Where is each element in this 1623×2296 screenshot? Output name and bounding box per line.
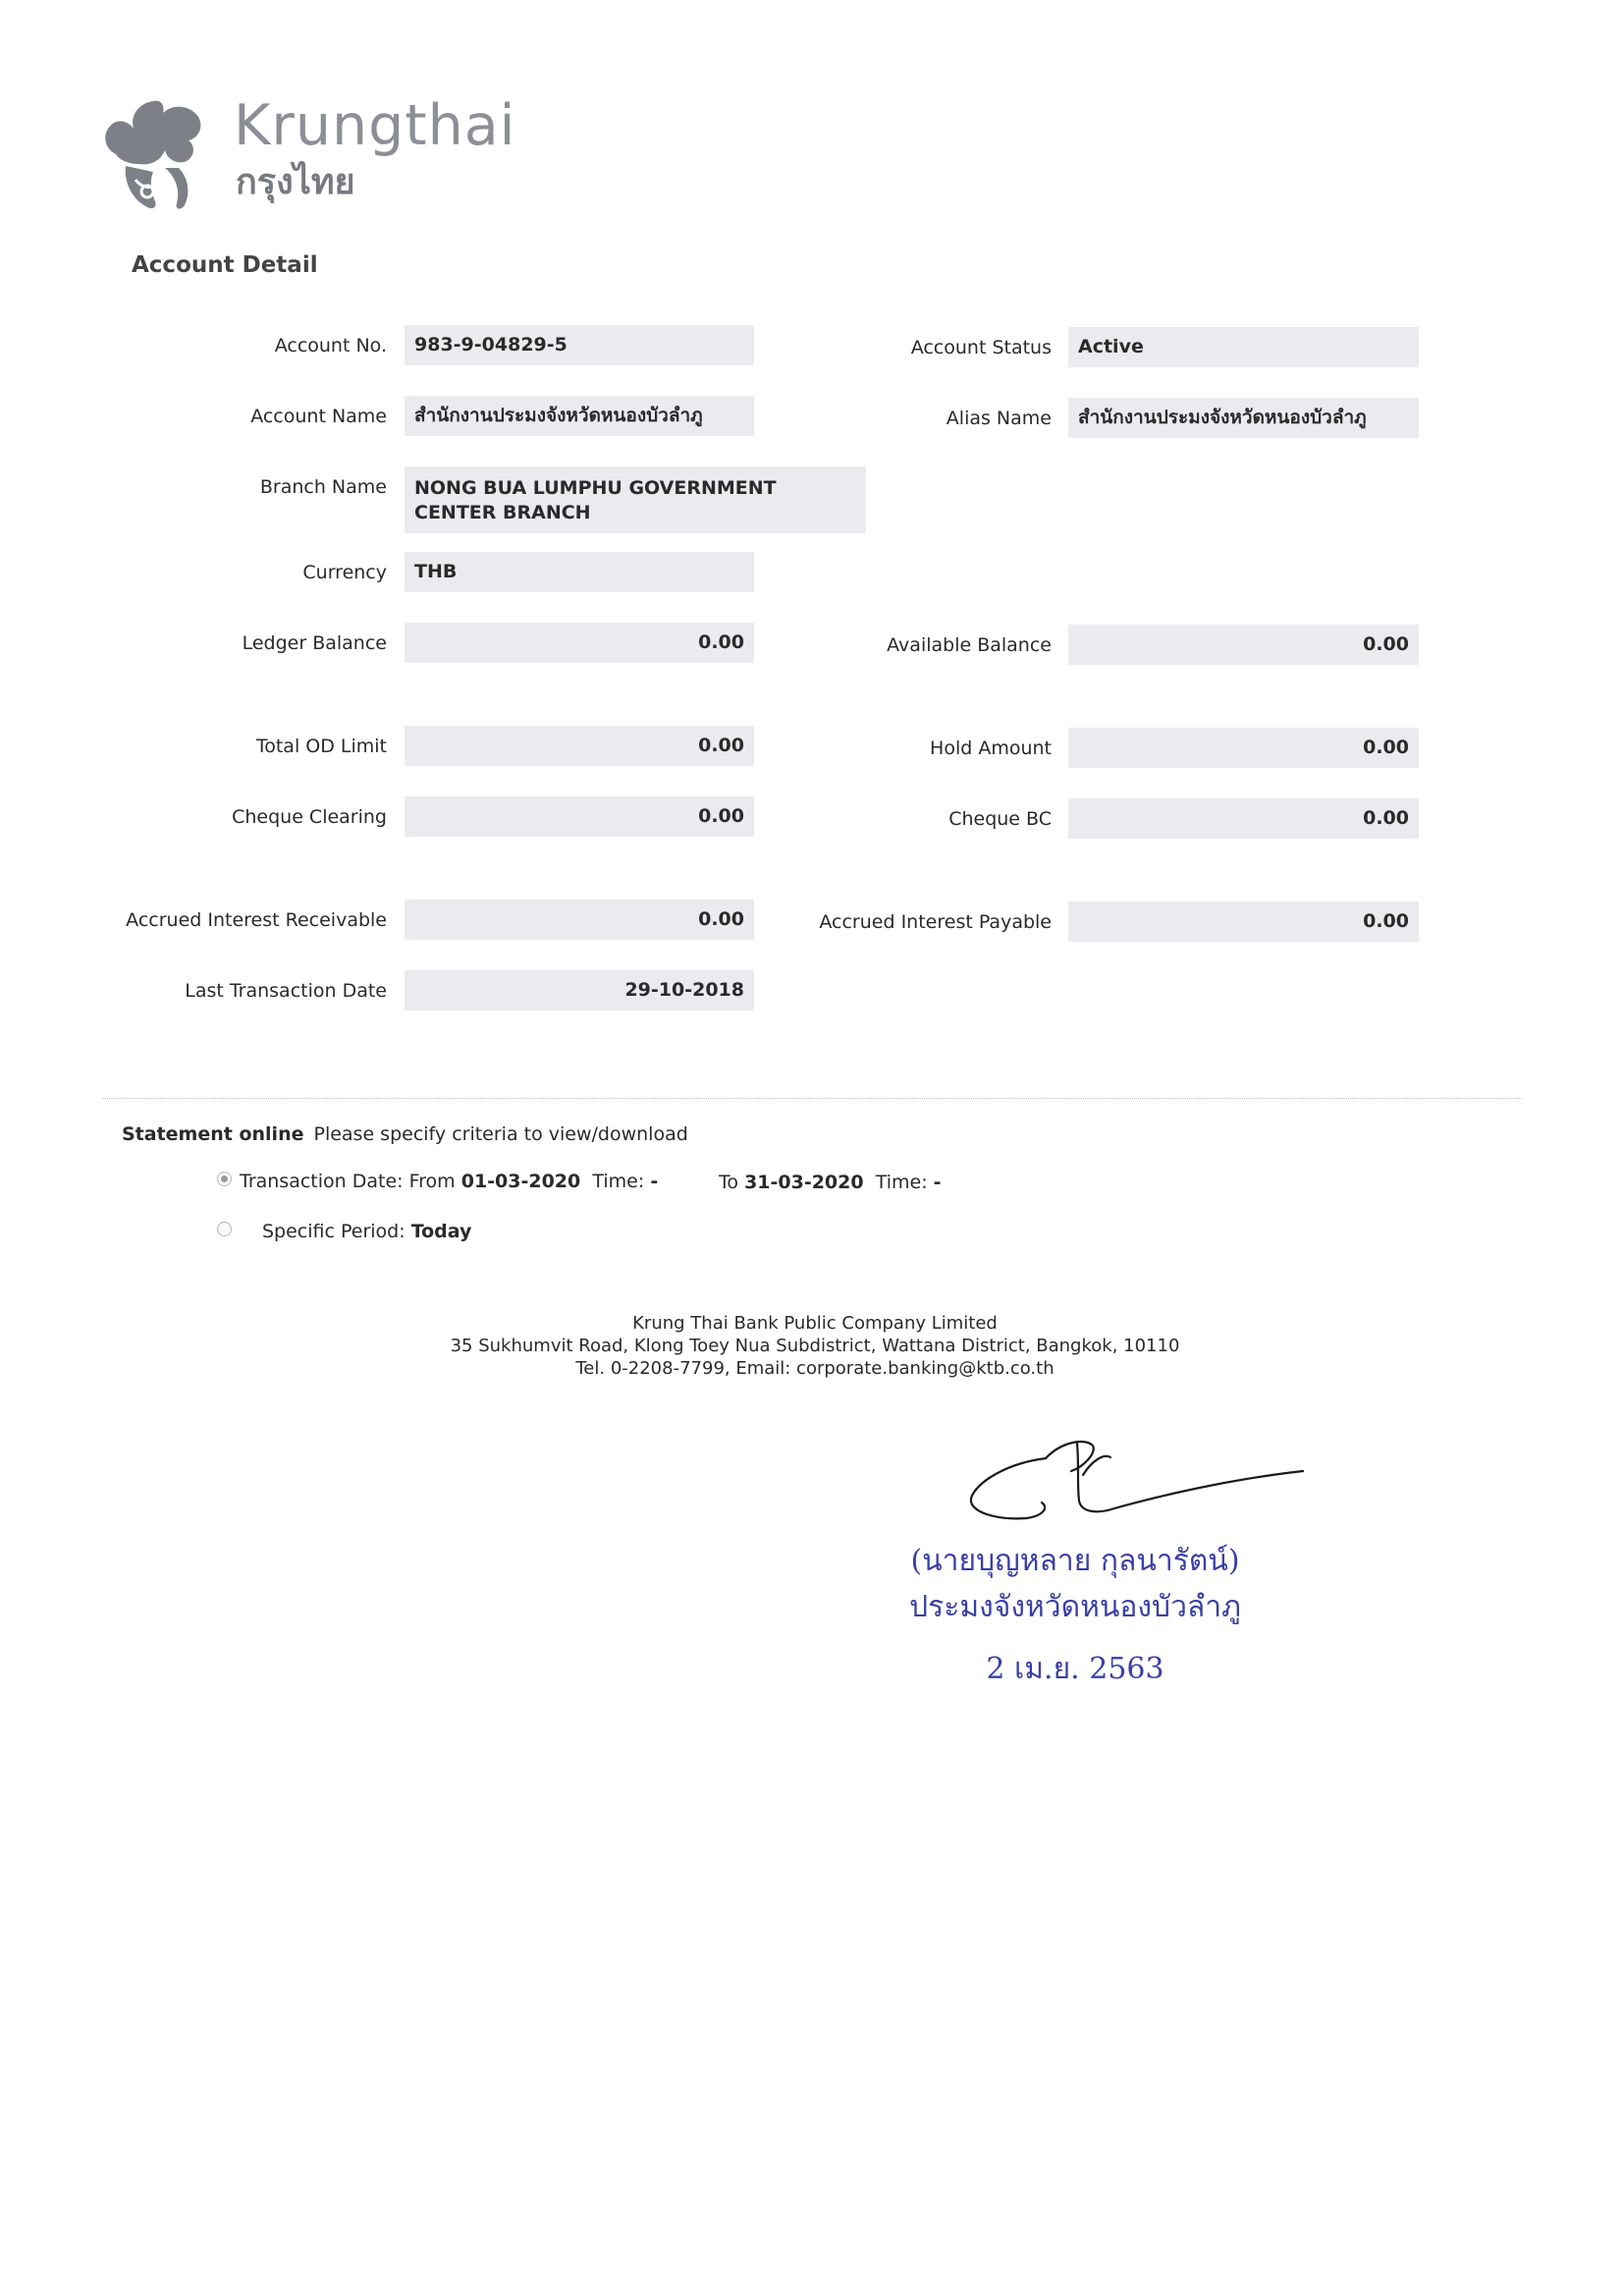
krungthai-garuda-logo-icon	[96, 93, 212, 213]
accrued-interest-receivable-label: Accrued Interest Receivable	[126, 909, 387, 931]
cheque-bc-label: Cheque BC	[948, 808, 1052, 830]
accrued-interest-receivable-value: 0.00	[405, 900, 754, 940]
currency-value: THB	[405, 552, 754, 592]
accrued-interest-payable-label: Accrued Interest Payable	[819, 911, 1052, 933]
transaction-date-criteria	[240, 1171, 658, 1192]
branch-name-value: NONG BUA LUMPHU GOVERNMENT CENTER BRANCH	[405, 466, 866, 533]
from-time-label: Time:	[592, 1171, 645, 1192]
statement-instruction: Please specify criteria to view/download	[313, 1123, 688, 1145]
ledger-balance-label: Ledger Balance	[242, 632, 387, 654]
certification-date: 2 เม.ย. 2563	[986, 1652, 1164, 1686]
cheque-clearing-value: 0.00	[405, 796, 754, 837]
from-date-value[interactable]: 01-03-2020	[460, 1171, 581, 1192]
bank-footer	[422, 1312, 1208, 1380]
to-date-value[interactable]: 31-03-2020	[744, 1172, 864, 1193]
radio-selected-dot	[221, 1175, 228, 1182]
specific-period-label: Specific Period:	[262, 1221, 406, 1242]
branch-name-label: Branch Name	[259, 476, 387, 498]
to-time-value[interactable]: -	[933, 1172, 942, 1193]
account-no-value: 983-9-04829-5	[405, 325, 754, 365]
last-transaction-date-value: 29-10-2018	[405, 970, 754, 1011]
hold-amount-label: Hold Amount	[930, 738, 1052, 759]
total-od-limit-value: 0.00	[405, 726, 754, 766]
certifier-name: (นายบุญหลาย กุลนารัตน์)	[910, 1544, 1240, 1578]
transaction-date-radio[interactable]	[217, 1172, 232, 1186]
statement-online-heading	[122, 1123, 688, 1145]
transaction-date-label: Transaction Date:	[240, 1171, 404, 1192]
specific-period-criteria	[262, 1221, 471, 1242]
alias-name-value: สำนักงานประมงจังหวัดหนองบัวลำภู	[1068, 398, 1419, 438]
certifier-position: ประมงจังหวัดหนองบัวลำภู	[909, 1590, 1241, 1624]
account-status-label: Account Status	[910, 337, 1052, 358]
available-balance-value: 0.00	[1068, 625, 1419, 665]
cheque-clearing-label: Cheque Clearing	[232, 806, 387, 828]
hold-amount-value: 0.00	[1068, 728, 1419, 768]
account-status-value: Active	[1068, 327, 1419, 367]
account-no-label: Account No.	[274, 335, 387, 356]
to-label: To	[719, 1172, 739, 1193]
specific-period-radio[interactable]	[217, 1222, 232, 1236]
alias-name-label: Alias Name	[946, 408, 1052, 429]
footer-address: 35 Sukhumvit Road, Klong Toey Nua Subdistrict, Wattana District, Bangkok, 10110	[450, 1336, 1180, 1356]
currency-label: Currency	[302, 562, 387, 583]
handwritten-signature	[967, 1424, 1306, 1552]
account-name-label: Account Name	[250, 406, 387, 427]
statement-title: Statement online	[122, 1123, 304, 1145]
specific-period-value[interactable]: Today	[410, 1221, 472, 1242]
from-time-value[interactable]: -	[650, 1171, 659, 1192]
last-transaction-date-label: Last Transaction Date	[185, 980, 387, 1002]
section-divider	[103, 1098, 1522, 1099]
section-title: Account Detail	[132, 252, 318, 278]
available-balance-label: Available Balance	[887, 634, 1052, 656]
brand-name-en: Krungthai	[234, 93, 516, 158]
footer-contact: Tel. 0-2208-7799, Email: corporate.banking@ktb.co.th	[575, 1358, 1055, 1379]
account-name-value: สำนักงานประมงจังหวัดหนองบัวลำภู	[405, 396, 754, 436]
from-label: From	[408, 1171, 456, 1192]
footer-company-name: Krung Thai Bank Public Company Limited	[632, 1313, 998, 1334]
total-od-limit-label: Total OD Limit	[255, 736, 387, 757]
to-date-criteria	[719, 1172, 942, 1193]
brand-name-th: กรุงไทย	[236, 162, 355, 202]
accrued-interest-payable-value: 0.00	[1068, 902, 1419, 942]
cheque-bc-value: 0.00	[1068, 798, 1419, 839]
ledger-balance-value: 0.00	[405, 623, 754, 663]
to-time-label: Time:	[875, 1172, 928, 1193]
